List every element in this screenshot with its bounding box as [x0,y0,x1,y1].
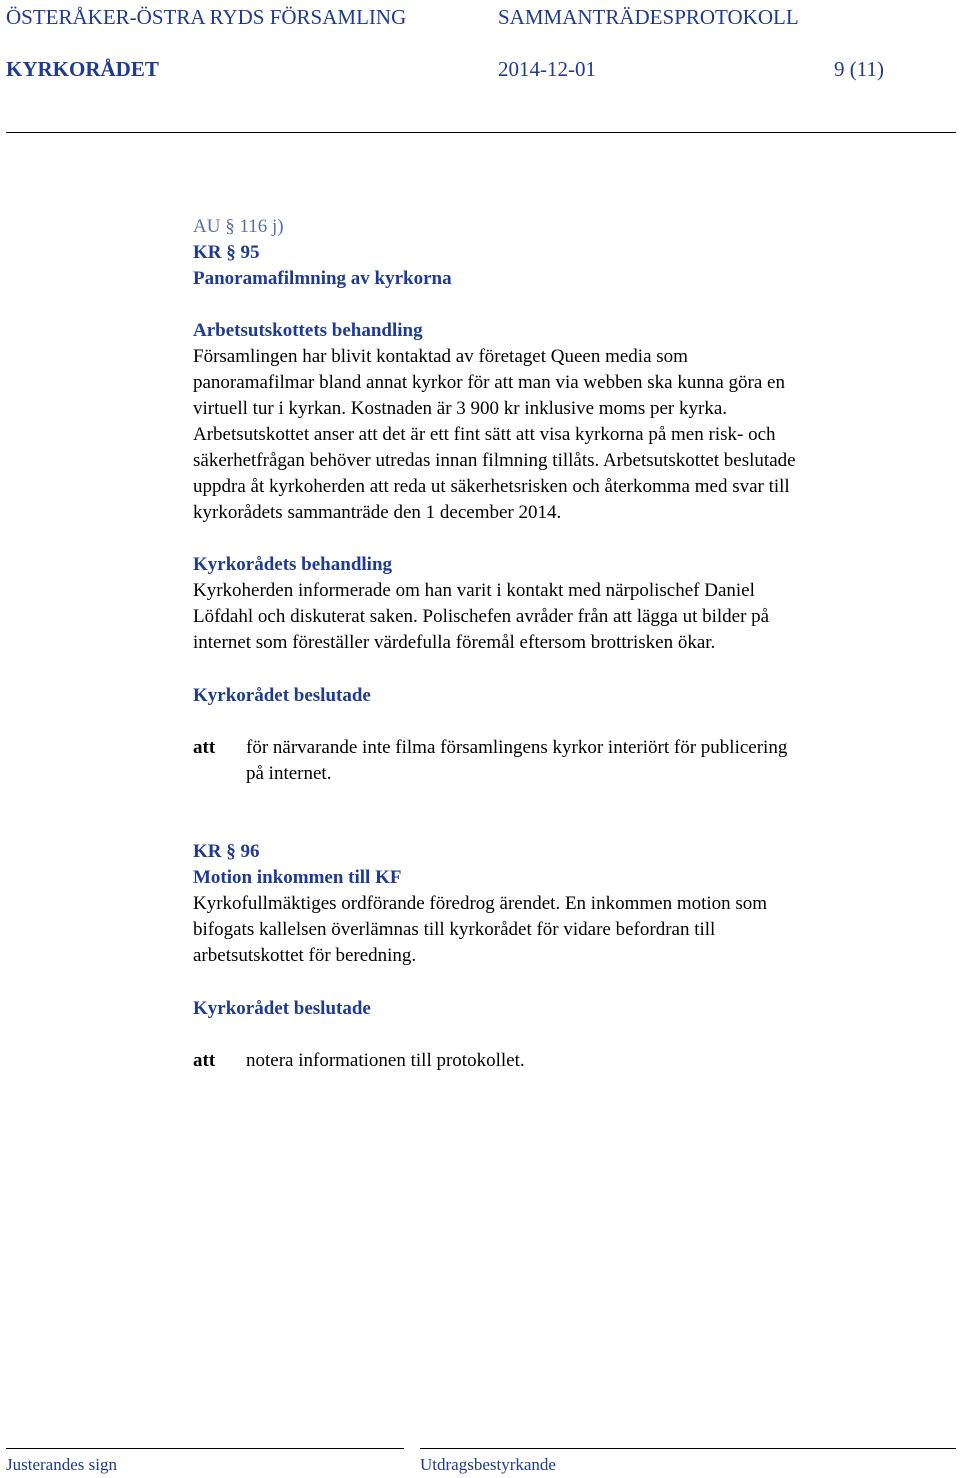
header-doc-type: SAMMANTRÄDESPROTOKOLL [498,5,799,29]
kr95-reference: KR § 95 [193,242,260,263]
kr95-decision-line: på internet. [246,763,332,784]
au-line: Församlingen har blivit kontaktad av företaget Queen media som [193,346,688,367]
kr95-title: Panoramafilmning av kyrkorna [193,268,452,289]
footer-rule-left [6,1448,404,1449]
au-line: kyrkorådets sammanträde den 1 december 2014. [193,502,562,523]
kr95-decision-heading: Kyrkorådet beslutade [193,685,371,706]
au-heading: Arbetsutskottets behandling [193,320,423,341]
footer-extract-label: Utdragsbestyrkande [420,1455,556,1474]
kr96-reference: KR § 96 [193,841,260,862]
kr-line: Kyrkoherden informerade om han varit i kontakt med närpolischef Daniel [193,580,755,601]
footer-sign-label: Justerandes sign [6,1455,117,1474]
kr96-decision-att: att [193,1050,216,1071]
kr96-line: arbetsutskottet för beredning. [193,945,417,966]
header-body: KYRKORÅDET [6,57,159,81]
au-line: säkerhetfrågan behöver utredas innan filmning tillåts. Arbetsutskottet beslutade [193,450,796,471]
kr95-decision-att: att [193,737,216,758]
kr96-line: bifogats kallelsen överlämnas till kyrkorådet för vidare befordran till [193,919,716,940]
kr96-title: Motion inkommen till KF [193,867,402,888]
kr-line: Löfdahl och diskuterat saken. Polischefen avråder från att lägga ut bilder på [193,606,770,627]
au-line: uppdra åt kyrkoherden att reda ut säkerhetsrisken och återkomma med svar till [193,476,790,497]
au-line: panoramafilmar bland annat kyrkor för att man via webben ska kunna göra en [193,372,785,393]
header-rule [6,132,956,133]
au-reference: AU § 116 j) [193,216,284,237]
kr-heading: Kyrkorådets behandling [193,554,393,575]
footer-rule-right [420,1448,956,1449]
kr96-decision-text: notera informationen till protokollet. [246,1050,525,1071]
header-page: 9 (11) [834,57,884,81]
au-line: Arbetsutskottet anser att det är ett fint sätt att visa kyrkorna på men risk- och [193,424,776,445]
kr96-line: Kyrkofullmäktiges ordförande föredrog ärendet. En inkommen motion som [193,893,768,914]
kr96-decision-heading: Kyrkorådet beslutade [193,998,371,1019]
kr-line: internet som föreställer värdefulla föremål eftersom brottrisken ökar. [193,632,716,653]
header-date: 2014-12-01 [498,57,596,81]
header-org: ÖSTERÅKER-ÖSTRA RYDS FÖRSAMLING [6,5,407,29]
kr95-decision-line: för närvarande inte filma församlingens kyrkor interiört för publicering [246,737,788,758]
au-line: virtuell tur i kyrkan. Kostnaden är 3 900 kr inklusive moms per kyrka. [193,398,728,419]
